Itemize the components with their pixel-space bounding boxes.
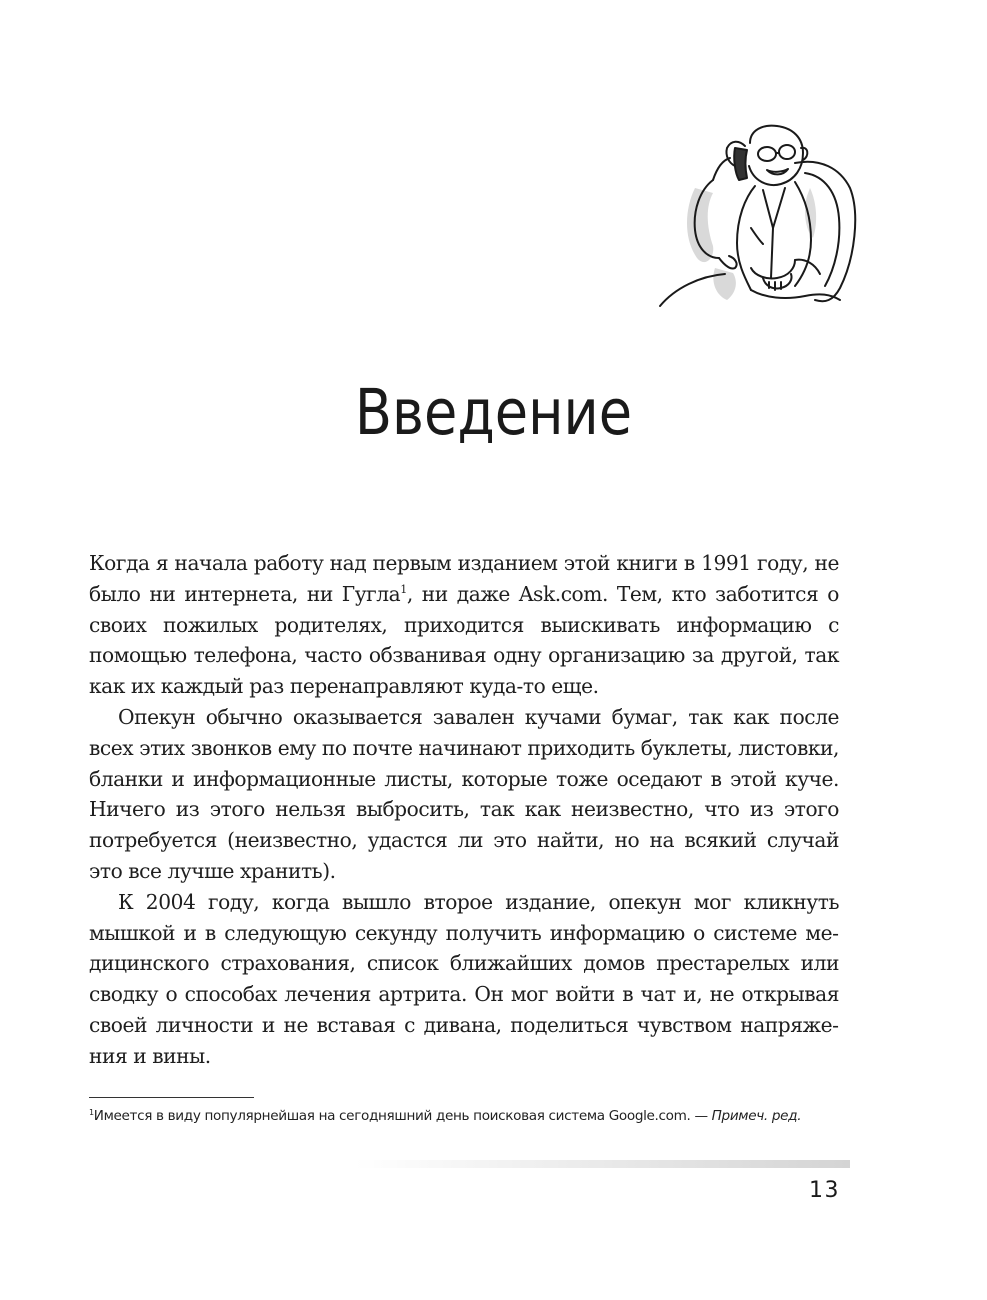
paragraph-3: К 2004 году, когда вышло второе издание, опекун мог кликнуть мышкой и в следующую секунду получить информацию о системе медицинского страхования, список ближайших домов престарелых или сводку о способах лечения артрита. Он мог войти в чат и, не открывая своей личности и не вставая с дивана, поделиться чувством напряжения и вины. bbox=[89, 889, 839, 1068]
chapter-title: Введение bbox=[354, 376, 633, 449]
paragraph-1 bbox=[89, 548, 839, 702]
footnote-editor-note: Примеч. ред. bbox=[711, 1108, 802, 1124]
page-footer-bar bbox=[355, 1160, 850, 1168]
footnote-reference[interactable]: 1 bbox=[400, 582, 407, 596]
footnote bbox=[89, 1107, 849, 1125]
footnote-number: 1 bbox=[89, 1108, 94, 1117]
paragraph-1-text-end: , ни даже Ask.com. Тем, кто заботится о своих пожилых родителях, приходится выискивать информацию с помощью телефона, часто обзванивая одну организацию за другой, так как их каждый раз перенаправляют куда-то еще. bbox=[89, 581, 839, 699]
page-number: 13 bbox=[809, 1178, 840, 1203]
footnote-divider bbox=[89, 1097, 254, 1098]
paragraph-1-text-start: Когда я начала работу над первым изданием этой книги в 1991 году, не было ни интернета, ни Гугла bbox=[89, 551, 839, 606]
paragraph-2: Опекун обычно оказывается завален кучами бумаг, так как после всех этих звонков ему по почте начинают приходить буклеты, листовки, бланки и информационные листы, которые тоже оседают в этой куче. Ничего из этого нельзя выбросить, так как неизвестно, что из этого потребуется (неизвестно, удастся ли это найти, но на всякий случай это все лучше хранить). bbox=[89, 704, 839, 883]
person-on-phone-illustration-icon bbox=[655, 118, 860, 310]
body-text bbox=[89, 548, 839, 1072]
footnote-text: Имеется в виду популярнейшая на сегодняшний день поисковая система Google.com. — bbox=[93, 1108, 712, 1124]
